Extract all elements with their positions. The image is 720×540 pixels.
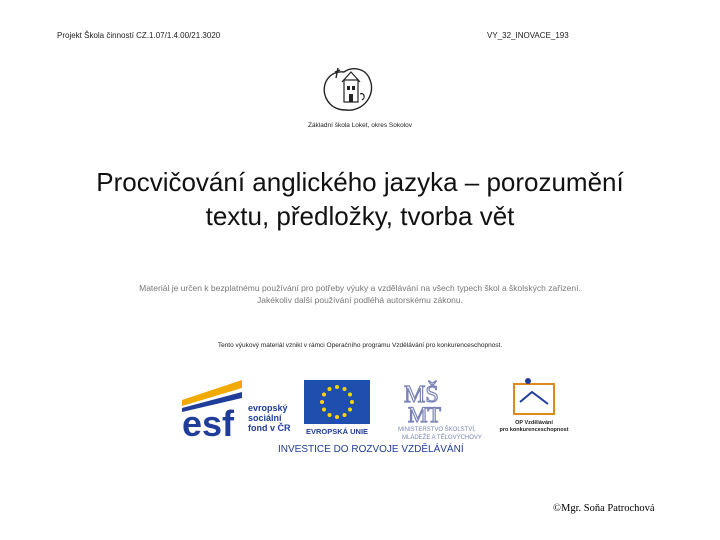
page-title — [40, 165, 680, 233]
funding-logos — [180, 378, 580, 460]
eu-star-icon — [335, 385, 339, 389]
project-id: Projekt Škola činností CZ.1.07/1.4.00/21.3020 — [57, 31, 221, 40]
esf-logo-icon — [182, 380, 291, 444]
usage-note — [60, 282, 660, 306]
msmt-logo-icon — [398, 381, 482, 441]
school-name: Základní škola Loket, okres Sokolov — [307, 122, 413, 129]
title-line-2: textu, předložky, tvorba vět — [205, 201, 515, 231]
eu-star-icon — [343, 413, 347, 417]
esf-text-2: sociální — [248, 413, 282, 423]
eu-star-icon — [322, 393, 326, 397]
op-logo-icon — [499, 378, 568, 433]
op-text-2: pro konkurenceschopnost — [499, 427, 569, 433]
msmt-text-2: MLÁDEŽE A TĚLOVÝCHOVY — [402, 435, 482, 441]
svg-text:MT: MT — [408, 402, 441, 427]
eu-flag-icon — [304, 380, 370, 436]
esf-text-3: fond v ČR — [248, 423, 291, 433]
esf-text-1: evropský — [248, 403, 288, 413]
school-logo-icon — [318, 64, 376, 116]
eu-star-icon — [348, 393, 352, 397]
eu-star-icon — [343, 387, 347, 391]
title-line-1: Procvičování anglického jazyka – porozumění — [96, 167, 624, 197]
eu-star-icon — [328, 387, 332, 391]
vy-code: VY_32_INOVACE_193 — [487, 31, 569, 40]
eu-star-icon — [350, 400, 354, 404]
eu-star-icon — [335, 415, 339, 419]
msmt-text-1: MINISTERSTVO ŠKOLSTVÍ, — [398, 427, 476, 433]
eu-star-icon — [320, 400, 324, 404]
eu-star-icon — [322, 408, 326, 412]
investice-banner: INVESTICE DO ROZVOJE VZDĚLÁVÁNÍ — [278, 444, 464, 455]
operational-note: Tento výukový materiál vznikl v rámci Operačního programu Vzdělávání pro konkurenceschopnost. — [217, 342, 503, 349]
svg-text:MŠ: MŠ — [404, 382, 439, 408]
eu-star-icon — [348, 408, 352, 412]
op-text-1: OP Vzdělávání — [515, 420, 553, 426]
eu-star-icon — [328, 413, 332, 417]
copyright: ©Mgr. Soňa Patrochová — [553, 503, 655, 514]
eu-text: EVROPSKÁ UNIE — [305, 427, 369, 436]
usage-note-line-2: Jakékoliv další používání podléhá autorskému zákonu. — [256, 295, 463, 305]
esf-letters: esf — [182, 403, 235, 444]
usage-note-line-1: Materiál je určen k bezplatnému používání pro potřeby výuky a vzdělávání na všech typech škol a školských zařízení. — [139, 283, 581, 293]
